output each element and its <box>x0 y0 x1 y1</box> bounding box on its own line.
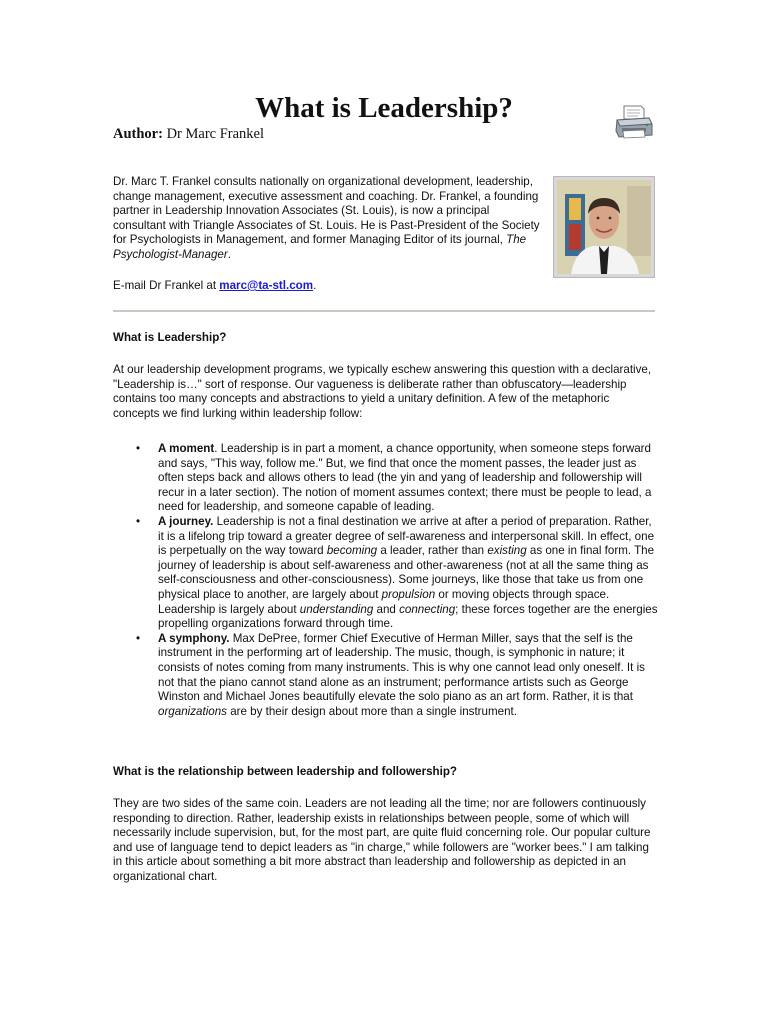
author-line <box>113 125 264 143</box>
author-photo <box>553 176 655 278</box>
author-bio: Dr. Marc T. Frankel consults nationally on organizational development, leadership, change management, executive assessment and coaching. Dr. Frankel, a founding partner in Leadership Innovation Associates (St. Louis), is now a principal consultant with Triangle Associates of St. Louis. He is Past-President of the Society for Psychologists in Management, and former Managing Editor of its journal, The Psychologist-Manager. <box>113 175 540 261</box>
list-item: • A journey. Leadership is not a final destination we arrive at after a period of preparation. Rather, it is a lifelong trip toward a greater degree of self-awareness and interpersonal skill. In effect, one is perpetually on the way toward becoming a leader, rather than existing as one in final form. The journey of leadership is about self-awareness and other-awareness (not at all the same thing as self-consciousness and other-consciousness). Some journeys, like those that take us from one physical place to another, are largely about propulsion or moving objects through space. Leadership is largely about understanding and connecting; these forces together are the energies propelling organizations forward through time. <box>136 514 658 631</box>
author-label: Author: <box>113 126 163 142</box>
followership-paragraph: They are two sides of the same coin. Leaders are not leading all the time; nor are followers continuously responding to direction. Rather, leadership exists in relationships between people, some of which will necessarily include supervision, but, for the most part, are quite fluid concerning role. Our popular culture and use of language tend to depict leaders as "in charge," while followers are "worker bees." I am talking in this article about something a bit more abstract than leadership and followership as depicted in an organizational chart. <box>113 797 651 883</box>
email-link[interactable]: marc@ta-stl.com <box>219 279 314 292</box>
bullet-icon: • <box>136 442 141 455</box>
journal-name: The Psychologist-Manager <box>113 233 527 261</box>
section-divider <box>113 310 655 312</box>
email-line: E-mail Dr Frankel at marc@ta-stl.com. <box>113 279 317 292</box>
bullet-icon: • <box>136 631 141 645</box>
page-title: What is Leadership? <box>255 92 513 124</box>
list-item: • A moment. Leadership is in part a moment, a chance opportunity, when someone steps forward and says, "This way, follow me." But, we find that once the moment passes, the leader just as often steps back and allows others to lead (the yin and yang of leadership and followership will recur in a later section). The notion of moment assumes context; there must be people to lead, a need for leadership, and someone capable of leading. <box>136 442 652 514</box>
section-heading-leadership: What is Leadership? <box>113 331 227 344</box>
section-heading-followership: What is the relationship between leadership and followership? <box>113 765 457 778</box>
bullet-icon: • <box>136 514 141 528</box>
bullet-term: A moment <box>158 442 215 455</box>
bullet-term: A journey. <box>158 514 214 528</box>
list-item: • A symphony. Max DePree, former Chief Executive of Herman Miller, says that the self is the instrument in the performing art of leadership. The music, though, is symphonic in nature; it consists of notes coming from many instruments. This is why one cannot lead only oneself. It is not that the piano cannot stand alone as an instrument; performance artists such as George Winston and Michael Jones beautifully elevate the solo piano as an art form. Rather, it is that organizations are by their design about more than a single instrument. <box>136 631 645 718</box>
metaphor-list <box>113 442 658 719</box>
printer-icon[interactable] <box>614 104 654 142</box>
author-name: Dr Marc Frankel <box>166 126 265 142</box>
bullet-term: A symphony. <box>158 631 230 645</box>
intro-paragraph: At our leadership development programs, we typically eschew answering this question with a declarative, "Leadership is…" sort of response. Our vagueness is deliberate rather than obfuscatory—leadership contains too many concepts and abstractions to yield a unitary definition. A few of the metaphoric concepts we find lurking within leadership follow: <box>113 363 652 420</box>
